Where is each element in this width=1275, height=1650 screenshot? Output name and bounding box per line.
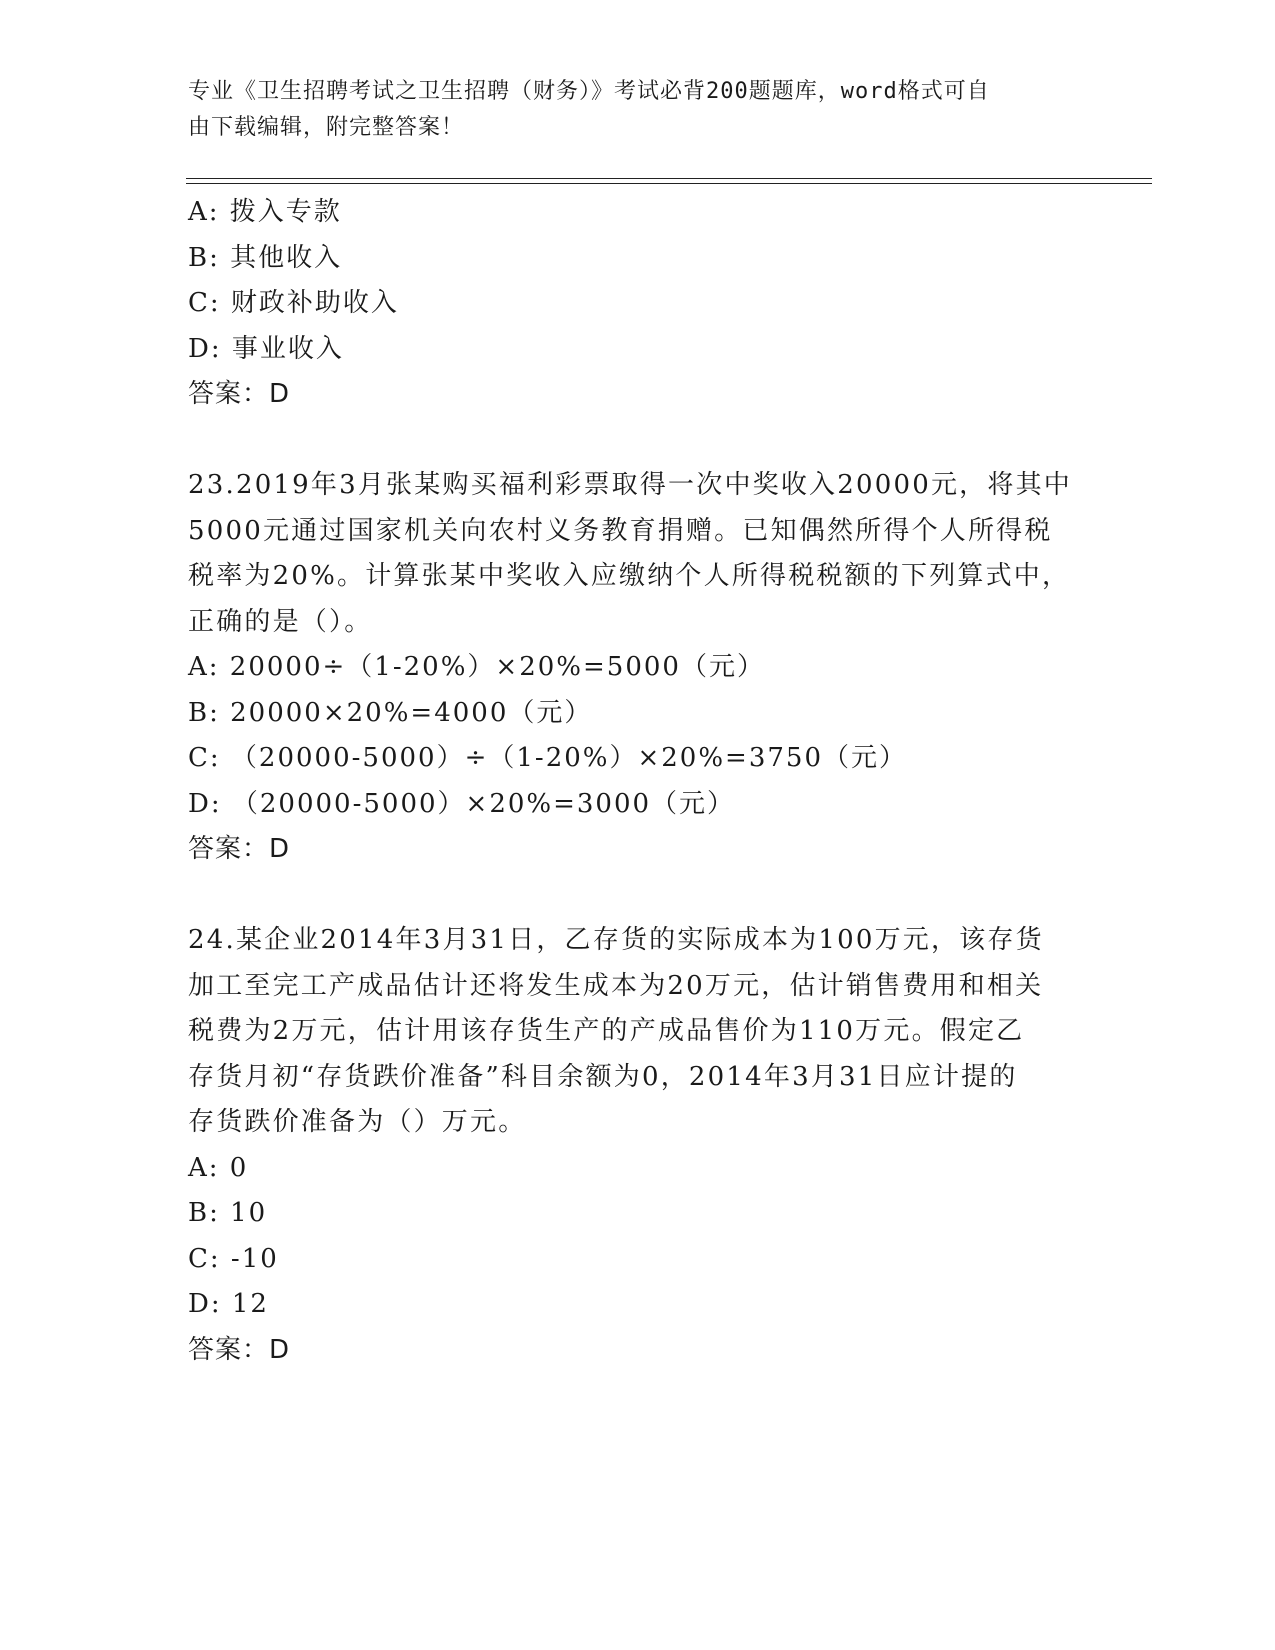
stem-line: 存货月初“存货跌价准备”科目余额为0，2014年3月31日应计提的 xyxy=(188,1061,1018,1092)
question-stem xyxy=(188,463,1088,645)
option-a: A: 拨入专款 xyxy=(188,197,342,227)
option-c: C: 财政补助收入 xyxy=(188,288,399,318)
option-c: C: （20000-5000）÷（1-20%）×20%=3750（元） xyxy=(188,743,908,773)
question-22 xyxy=(188,190,1088,418)
stem-line: 正确的是（）。 xyxy=(188,606,373,637)
option-b: B: 20000×20%=4000（元） xyxy=(188,697,593,728)
question-23 xyxy=(188,463,1088,873)
question-24 xyxy=(188,918,1088,1373)
question-stem xyxy=(188,918,1088,1146)
option-b: B: 10 xyxy=(188,1198,268,1228)
header-line-2: 由下载编辑，附完整答案！ xyxy=(188,115,465,140)
stem-line: 存货跌价准备为（）万元。 xyxy=(188,1107,527,1137)
stem-line: 税率为20%。计算张某中奖收入应缴纳个人所得税税额的下列算式中， xyxy=(188,561,1071,591)
spacer xyxy=(188,873,1088,919)
option-d: D: （20000-5000）×20%=3000（元） xyxy=(188,788,736,819)
header-divider-top xyxy=(186,178,1152,179)
question-content xyxy=(188,190,1088,1373)
option-d: D: 12 xyxy=(188,1289,269,1319)
answer-line: 答案：D xyxy=(188,379,291,409)
stem-line: 税费为2万元，估计用该存货生产的产成品售价为110万元。假定乙 xyxy=(188,1016,1025,1046)
stem-line: 24.某企业2014年3月31日，乙存货的实际成本为100万元，该存货 xyxy=(188,925,1044,955)
header-line-1: 专业《卫生招聘考试之卫生招聘（财务）》考试必背200题题库，word格式可自 xyxy=(188,79,990,104)
stem-line: 5000元通过国家机关向农村义务教育捐赠。已知偶然所得个人所得税 xyxy=(188,515,1053,546)
answer-line: 答案：D xyxy=(188,834,291,864)
option-a: A: 20000÷（1-20%）×20%=5000（元） xyxy=(188,652,765,682)
header-divider-bottom xyxy=(186,183,1152,184)
option-b: B: 其他收入 xyxy=(188,242,343,273)
answer-line: 答案：D xyxy=(188,1334,291,1365)
stem-line: 加工至完工产成品估计还将发生成本为20万元，估计销售费用和相关 xyxy=(188,970,1044,1001)
option-c: C: -10 xyxy=(188,1243,279,1274)
spacer xyxy=(188,418,1088,464)
document-header xyxy=(188,74,1068,146)
stem-line: 23.2019年3月张某购买福利彩票取得一次中奖收入20000元，将其中 xyxy=(188,470,1072,500)
option-a: A: 0 xyxy=(188,1152,249,1183)
option-d: D: 事业收入 xyxy=(188,333,344,364)
